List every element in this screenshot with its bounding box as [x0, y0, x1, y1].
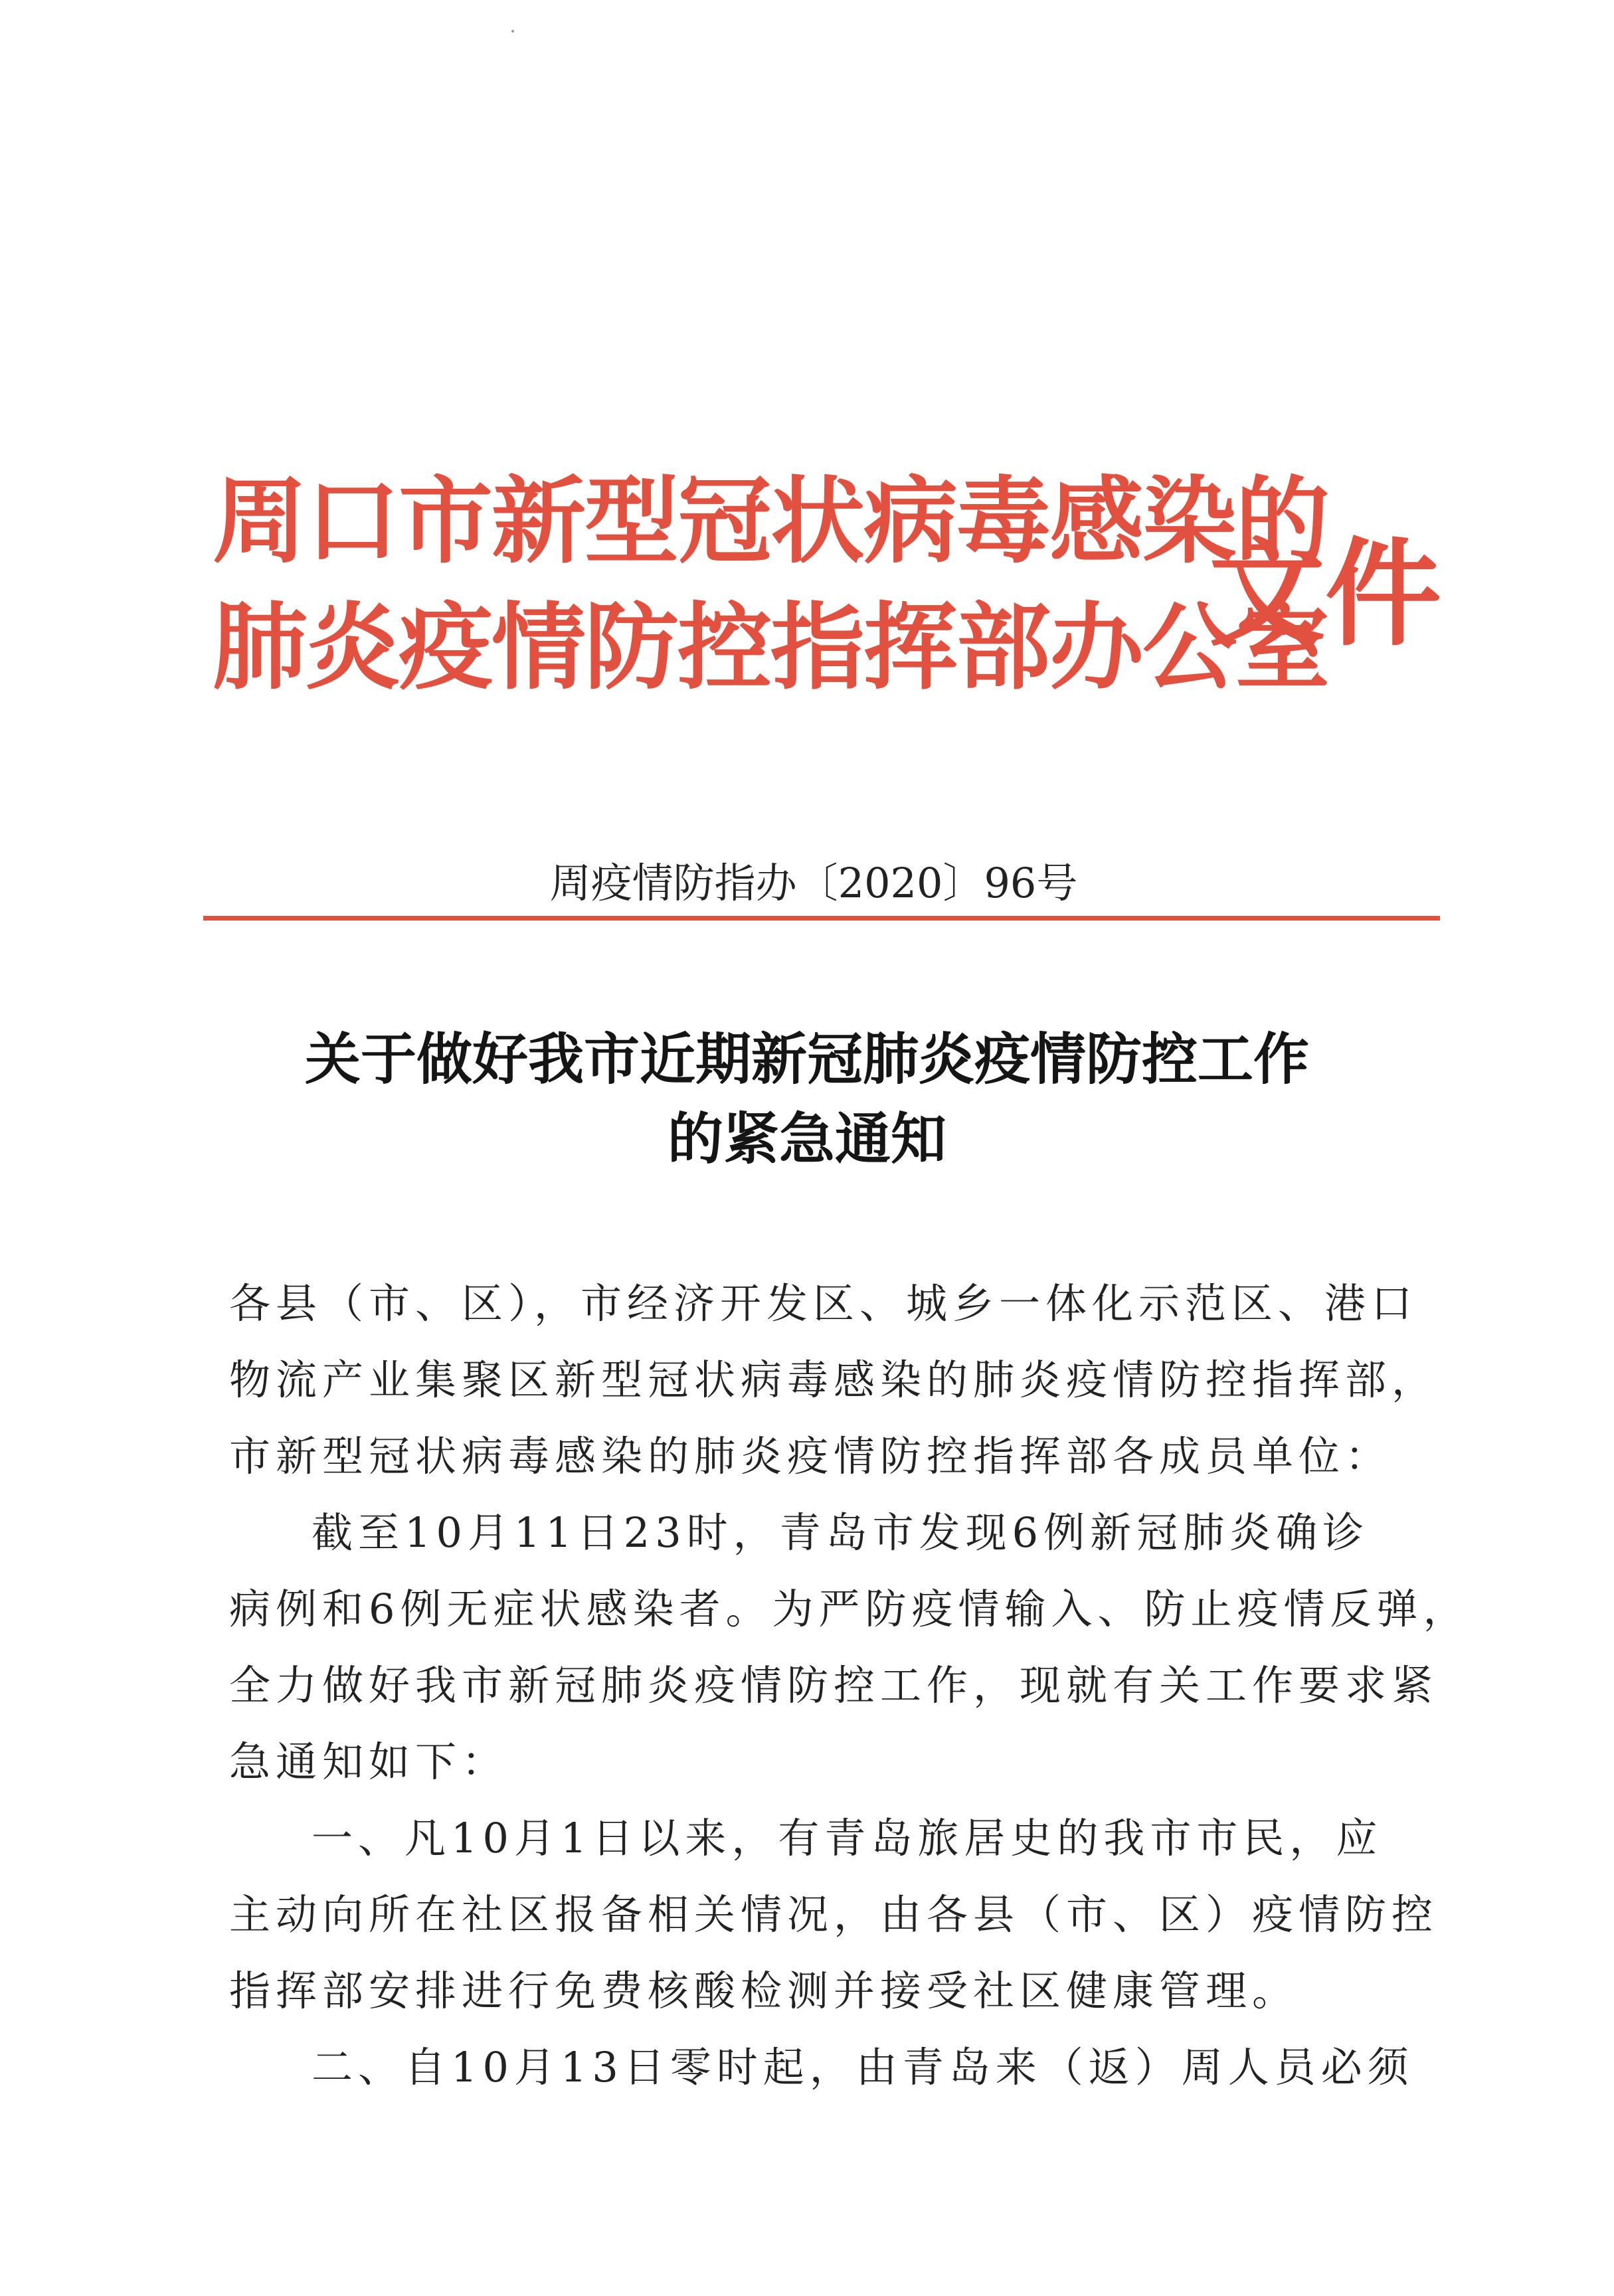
title-line-2: 的紧急通知 — [667, 1106, 946, 1172]
letterhead-line-2: 肺炎疫情防控指挥部办公室 — [213, 592, 1328, 703]
document-body — [229, 1265, 1470, 2105]
paragraph-1-line-1: 截至10月11日23时，青岛市发现6例新冠肺炎确诊 — [312, 1508, 1370, 1557]
item-2-line-1: 二、自10月13日零时起，由青岛来（返）周人员必须 — [312, 2043, 1414, 2091]
salutation-line-2: 物流产业集聚区新型冠状病毒感染的肺炎疫情防控指挥部， — [229, 1356, 1439, 1404]
paragraph-1-line-4: 急通知如下： — [229, 1737, 509, 1786]
red-divider-line — [203, 916, 1440, 921]
salutation-line-1: 各县（市、区），市经济开发区、城乡一体化示范区、港口 — [229, 1279, 1418, 1328]
item-1-line-1: 一、凡10月1日以来，有青岛旅居史的我市市民，应 — [312, 1814, 1383, 1862]
letterhead-line-1: 周口市新型冠状病毒感染的 — [213, 466, 1328, 576]
document-number: 周疫情防指办〔2020〕96号 — [549, 859, 1078, 907]
salutation-line-3: 市新型冠状病毒感染的肺炎疫情防控指挥部各成员单位： — [229, 1432, 1392, 1480]
paragraph-1-line-3: 全力做好我市新冠肺炎疫情防控工作，现就有关工作要求紧 — [229, 1661, 1439, 1710]
item-1-line-2: 主动向所在社区报备相关情况，由各县（市、区）疫情防控 — [229, 1890, 1439, 1939]
item-1-line-3: 指挥部安排进行免费核酸检测并接受社区健康管理。 — [229, 1967, 1299, 2015]
scan-speck — [511, 30, 514, 33]
paragraph-1-line-2: 病例和6例无症状感染者。为严防疫情输入、防止疫情反弹， — [229, 1585, 1470, 1633]
document-title — [0, 1019, 1614, 1179]
red-letterhead — [213, 465, 1441, 731]
letterhead-document-label: 文件 — [1209, 526, 1441, 662]
title-line-1: 关于做好我市近期新冠肺炎疫情防控工作 — [304, 1026, 1309, 1092]
